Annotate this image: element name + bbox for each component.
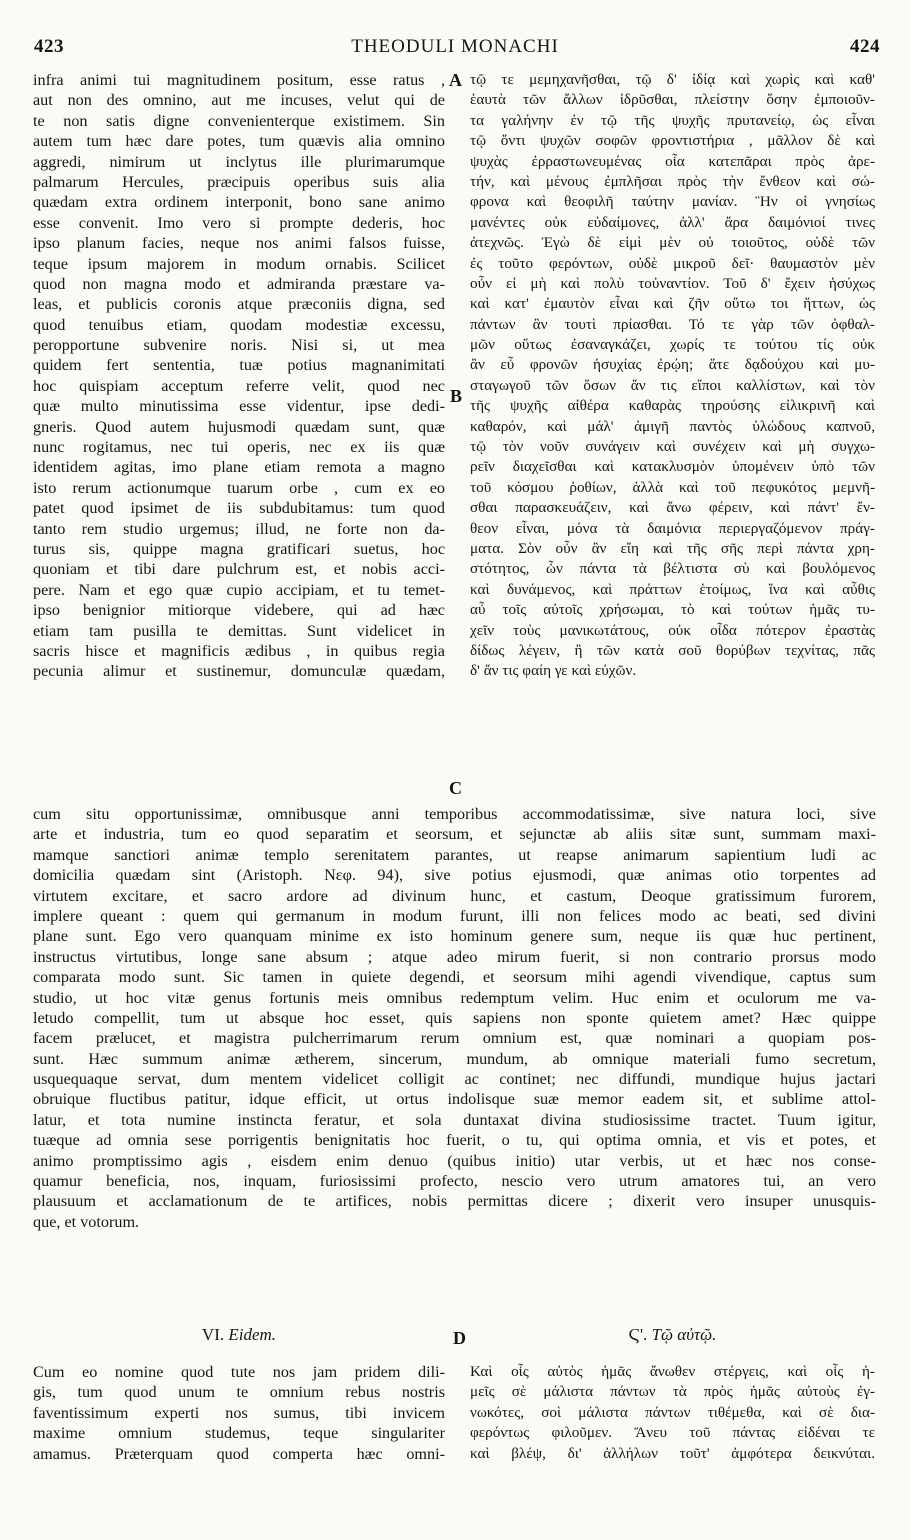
text-line: tuæque ad omnia sese porrigentis benignitatis hoc fuerit, o tu, qui optima omnia, et vis et potes, et <box>33 1131 876 1150</box>
text-line: faventissimum experti nos sumus, tibi invicem <box>33 1403 445 1422</box>
text-line: ἂν εὖ φρονῶν ἡσυχίας ἐρῴη; ἅτε δᾳδούχου καὶ μυ- <box>470 356 875 374</box>
greek-column-upper <box>470 70 875 682</box>
text-line: usquequaque servat, dum mentem videlicet colligit ac continet; nec diffundi, mundique hujus jactari <box>33 1070 876 1089</box>
text-line: quamur beneficia, nos, inquam, furiosissimi profecto, nescio vero utrum amatores tui, an vero <box>33 1172 876 1191</box>
text-line: plausuum et acclamationum de te artifices, nobis permittas dicere ; dixerit vero insuper unusquis- <box>33 1192 876 1211</box>
text-line: aut non des omnino, aut me incuses, velut qui de <box>33 91 445 110</box>
margin-marker-c: C <box>449 778 462 798</box>
text-line: quod tenuibus etiam, quodam modestiæ excessu, <box>33 315 445 334</box>
text-line: domicilia quædam sint (Aristoph. Νεφ. 94), sive potius ejusmodi, quæ animas otio torpentes ad <box>33 866 876 885</box>
text-line: ἑαυτὰ τῶν ἄλλων ἱδρῦσθαι, πλείστην ὅσην ἐμποιοῦν- <box>470 91 875 109</box>
text-line: te non satis digne convenienterque existimem. Sin <box>33 111 445 130</box>
latin-column-upper <box>33 70 445 682</box>
text-line: gneris. Quod autem hujusmodi quædam sunt, quæ <box>33 417 445 436</box>
text-line: φερόντως φιλοῦμεν. Ἄνευ τοῦ πάντας εἰδέναι τε <box>470 1424 875 1442</box>
text-line: esse convenit. Imo vero si prompte dederis, hoc <box>33 213 445 232</box>
text-line: pere. Nam et ego quæ cupio accipiam, et tu temet- <box>33 580 445 599</box>
text-line: animo promptissimo agis , eisdem enim denuo (quibus initio) utar verbis, ut et hæc nos conse- <box>33 1151 876 1170</box>
running-title: THEODULI MONACHI <box>351 36 559 57</box>
greek-column-lower <box>470 1362 875 1464</box>
text-line: νωκότες, σοὶ μάλιστα πάντων τιθέμεθα, καὶ σὲ δια- <box>470 1403 875 1421</box>
section-heading-latin <box>33 1325 445 1345</box>
text-line: sunt. Hæc summum animæ ætherem, sincerum, mundum, ab omnique materiali fumo secretum, <box>33 1049 876 1068</box>
text-line: καὶ δυνάμενος, καὶ πράττων ἑτοίμως, ἵνα καὶ αὖθις <box>470 580 875 598</box>
text-line: nunc rogitamus, nec tui operis, nec ex iis quæ <box>33 438 445 457</box>
text-line: χεῖν τοὺς μανικωτάτους, οὐκ οἶδα πότερον ἐραστὰς <box>470 621 875 639</box>
text-line: τῆς ψυχῆς αἰθέρα καθαρὰς τηρούσης εἰλικρινῆ καὶ <box>470 397 875 415</box>
text-line: studio, ut hoc vitæ genus fortunis meis omnibus redemptum velim. Huc enim et oculorum me va- <box>33 988 876 1007</box>
margin-marker-a: A <box>449 70 462 90</box>
text-line: θεον εἶναι, μόνα τὰ δαιμόνια περιεργαζόμενον πράγ- <box>470 519 875 537</box>
text-line: cum situ opportunissimæ, omnibusque anni temporibus accommodatissimæ, sive natura loci, sive <box>33 805 876 823</box>
text-line: μῶν οὕτως ἐσαναγκάζει, χωρίς τε τούτου τίς οὐκ <box>470 336 875 354</box>
text-line: καθαρόν, καὶ μάλ' ἀμιγῆ παντὸς ὑλώδους καπνοῦ, <box>470 417 875 435</box>
text-line: σταγωγοῦ τῶν ὅσων ἄν τις εἴποι καλλίστων, καὶ τὸν <box>470 376 875 394</box>
text-line: πάντων ἂν τουτὶ πρίασθαι. Τό τε γὰρ τῶν ὀφθαλ- <box>470 315 875 333</box>
text-line: plane sunt. Ego vero quanquam minime ex isto hominum genere sum, neque iis quæ huc pertinent, <box>33 927 876 946</box>
text-line: patet quod ipsimet de iis subdubitamus: tum quod <box>33 499 445 518</box>
section-heading-greek <box>470 1325 875 1345</box>
margin-marker-b: B <box>450 386 463 406</box>
section-title-greek: Τῷ αὐτῷ. <box>651 1325 717 1344</box>
text-line: Cum eo nomine quod tute nos jam pridem dili- <box>33 1363 445 1381</box>
text-line: ἀτεχνῶς. Ἐγὼ δὲ εἰμὶ μὲν οὐ τοιοῦτος, οὐδὲ τῶν <box>470 234 875 252</box>
text-line: hoc quispiam acceptum referre velit, quod nec <box>33 376 445 395</box>
text-line: arte et industria, tum eo quod separatim et seorsum, et sejunctæ ab aliis sitæ sunt, summam maxi- <box>33 825 876 844</box>
text-line: teque ipsum majorem in modum ornabis. Scilicet <box>33 254 445 273</box>
text-line: sacris hisce et magnificis ædibus , in quibus regia <box>33 641 445 660</box>
left-page-number: 423 <box>34 36 64 57</box>
text-line: infra animi tui magnitudinem positum, esse ratus , <box>33 71 445 89</box>
text-line: quod non magna modo et admiranda præstare va- <box>33 274 445 293</box>
text-line: τῷ ὄντι ψυχῶν σοφῶν φροντιστήρια , μᾶλλον δὲ καὶ <box>470 132 875 150</box>
text-line: turus sis, quippe magna gratificari suetus, hoc <box>33 539 445 558</box>
text-line: δίδως λέγειν, ἢ τῶν κατὰ σοῦ θορύβων τεχνίτας, πᾶς <box>470 641 875 659</box>
text-line: οὖν εἰ μὴ καὶ πολὺ τοὐναντίον. Τοῦ δ' ἔχειν ἡσύχως <box>470 274 875 292</box>
text-line: ipso benignior mitiorque videbere, qui ad hæc <box>33 601 445 620</box>
text-line: isto rerum actionumque tuarum orbe , cum ex eo <box>33 478 445 497</box>
text-line: gis, tum quod unum te omnium rebus nostris <box>33 1383 445 1402</box>
text-line: que, et votorum. <box>33 1212 140 1231</box>
section-number-greek: Ϛ'. <box>628 1325 648 1344</box>
text-line: tanto rem studio urgemus; illud, ne forte non da- <box>33 519 445 538</box>
text-line: etiam tam pusilla te demittas. Sunt videlicet in <box>33 621 445 640</box>
text-line: φρονα καὶ θεοφιλῆ ταύτην μανίαν. Ἣν οἱ γνησίως <box>470 193 875 211</box>
text-line: τήν, καὶ μένους ἐμπλῆσαι πρὸς τὴν ἔνθεον καὶ σώ- <box>470 172 875 190</box>
text-line: ψυχὰς ἐρραστωνευμένας οἷα κατεπᾶραι πρὸς ἀρε- <box>470 152 875 170</box>
text-line: identidem agitas, imo plane etiam remota a magno <box>33 458 445 477</box>
text-line: ἐς τοῦτο φερόντων, οὐδὲ μικροῦ δεῖ· θαυμαστὸν μὲν <box>470 254 875 272</box>
text-line: pecunia alimur et sustinemur, domunculæ quædam, <box>33 662 445 681</box>
text-line: Καὶ οἷς αὐτὸς ἡμᾶς ἄνωθεν στέργεις, καὶ οἷς ἡ- <box>470 1363 875 1380</box>
text-line: καὶ κατ' ἐμαυτὸν εἶναι καὶ ζῆν οὕτω τοι ἥττων, ὡς <box>470 295 875 313</box>
text-line: maxime omnium studemus, teque singulariter <box>33 1424 445 1443</box>
text-line: καὶ βλέψ, δι' ἀλλήλων τοῦτ' ἀμφότερα δεικνύται. <box>470 1444 875 1462</box>
text-line: τα γαλήνην ἐν τῷ τῆς ψυχῆς πρυτανείῳ, ὡς εἶναι <box>470 111 875 129</box>
text-line: implere queant : quem qui germanum in modum furunt, illi non felices modo ac beati, sed divini <box>33 906 876 925</box>
section-number-latin: VI. <box>201 1325 225 1344</box>
text-line: latur, et tota numine instincta feratur, et sola duntaxat divina studiosissime tractet. Tuum igitur, <box>33 1110 876 1129</box>
text-line: virtutem excitare, et sacro ardore ad divinum hunc, et castum, Deoque gratissimum furorem, <box>33 886 876 905</box>
text-line: στότητος, ὧν πάντα τὰ βέλτιστα σὺ καὶ βουλόμενος <box>470 560 875 578</box>
text-line: instructus virtutibus, longe sane absum ; atque adeo mirum fuerit, si non contrario prorsus modo <box>33 947 876 966</box>
text-line: αὖ τοῖς αὐτοῖς χρήσωμαι, τὸ καὶ τούτων ἡμᾶς τυ- <box>470 601 875 619</box>
text-line: τῷ τὸν νοῦν συνάγειν καὶ συνέχειν καὶ μὴ συγχω- <box>470 438 875 456</box>
text-line: amamus. Præterquam quod comperta hæc omni- <box>33 1444 445 1463</box>
text-line: comparata modo sunt. Sic tamen in quiete degendi, et seorsum mihi agendi vivendique, captus sum <box>33 968 876 987</box>
text-line: ματα. Σὸν οὖν ἂν εἴη καὶ τῆς σῆς περὶ πάντα χρη- <box>470 539 875 557</box>
text-line: quæ multo minutissima esse videntur, ipse dedi- <box>33 397 445 416</box>
text-line: μανέντες οὐκ εὐδαίμονες, ἀλλ' ἄρα δαιμόνιοί τινες <box>470 213 875 231</box>
text-line: τῷ τε μεμηχανῆσθαι, τῷ δ' ἰδίᾳ καὶ χωρὶς καὶ καθ' <box>470 71 875 88</box>
text-line: quidem fert sententia, tuæ potius magnanimitati <box>33 356 445 375</box>
text-line: palmarum Hercules, præcipuis operibus suis alia <box>33 172 445 191</box>
text-line: mamque sanctiori animæ templo serenitatem parantes, ut reapse animarum sapientium ludi ac <box>33 845 876 864</box>
text-line: σθαι παρασκευάζειν, καὶ ἄνω φέρειν, καὶ πάντ' ἔν- <box>470 499 875 517</box>
margin-marker-d: D <box>453 1328 466 1348</box>
text-line: leas, et publicis coronis atque præconiis digna, sed <box>33 295 445 314</box>
text-line: aggredi, nimirum ut inclytus ille plurimarumque <box>33 152 445 171</box>
text-line: μεῖς σὲ μάλιστα πάντων τὰ πρὸς ἡμᾶς αὐτοὺς ἐγ- <box>470 1383 875 1401</box>
text-line: facem prælucet, et magistra pulcherrimarum rerum omnium est, quæ nominari a quopiam pos- <box>33 1029 876 1048</box>
text-line: τοῦ κόσμου ῥοθίων, ἀλλὰ καὶ τοῦ πεφυκότος μεμνῆ- <box>470 478 875 496</box>
text-line: quoniam et tibi dare pulchrum est, et nobis acci- <box>33 560 445 579</box>
text-line: ipso planum facies, neque nos animi falsos fuisse, <box>33 234 445 253</box>
text-line: quædam extra ordinem interponit, bono sane animo <box>33 193 445 212</box>
text-line: δ' ἄν τις φαίη γε καὶ εὐχῶν. <box>470 662 637 680</box>
text-line: obruique fluctibus patitur, idque efficit, ut ortus indolisque suæ memor eadem sit, et sublime attol- <box>33 1090 876 1109</box>
text-line: ρεῖν διαχεῖσθαι καὶ κατακλυσμὸν ὑπομένειν ὑπὸ τῶν <box>470 458 875 476</box>
latin-full-width-text <box>33 804 876 1232</box>
latin-column-lower <box>33 1362 445 1464</box>
right-page-number: 424 <box>850 36 880 57</box>
text-line: letudo compellit, tum ut absque hoc esset, quis sapiens non sponte quietem amet? Hæc quippe <box>33 1008 876 1027</box>
text-line: peropportune subvenire noris. Nisi si, ut mea <box>33 336 445 355</box>
section-title-latin: Eidem. <box>228 1325 277 1344</box>
text-line: autem tum hæc dare potes, tum quævis alia omnino <box>33 132 445 151</box>
